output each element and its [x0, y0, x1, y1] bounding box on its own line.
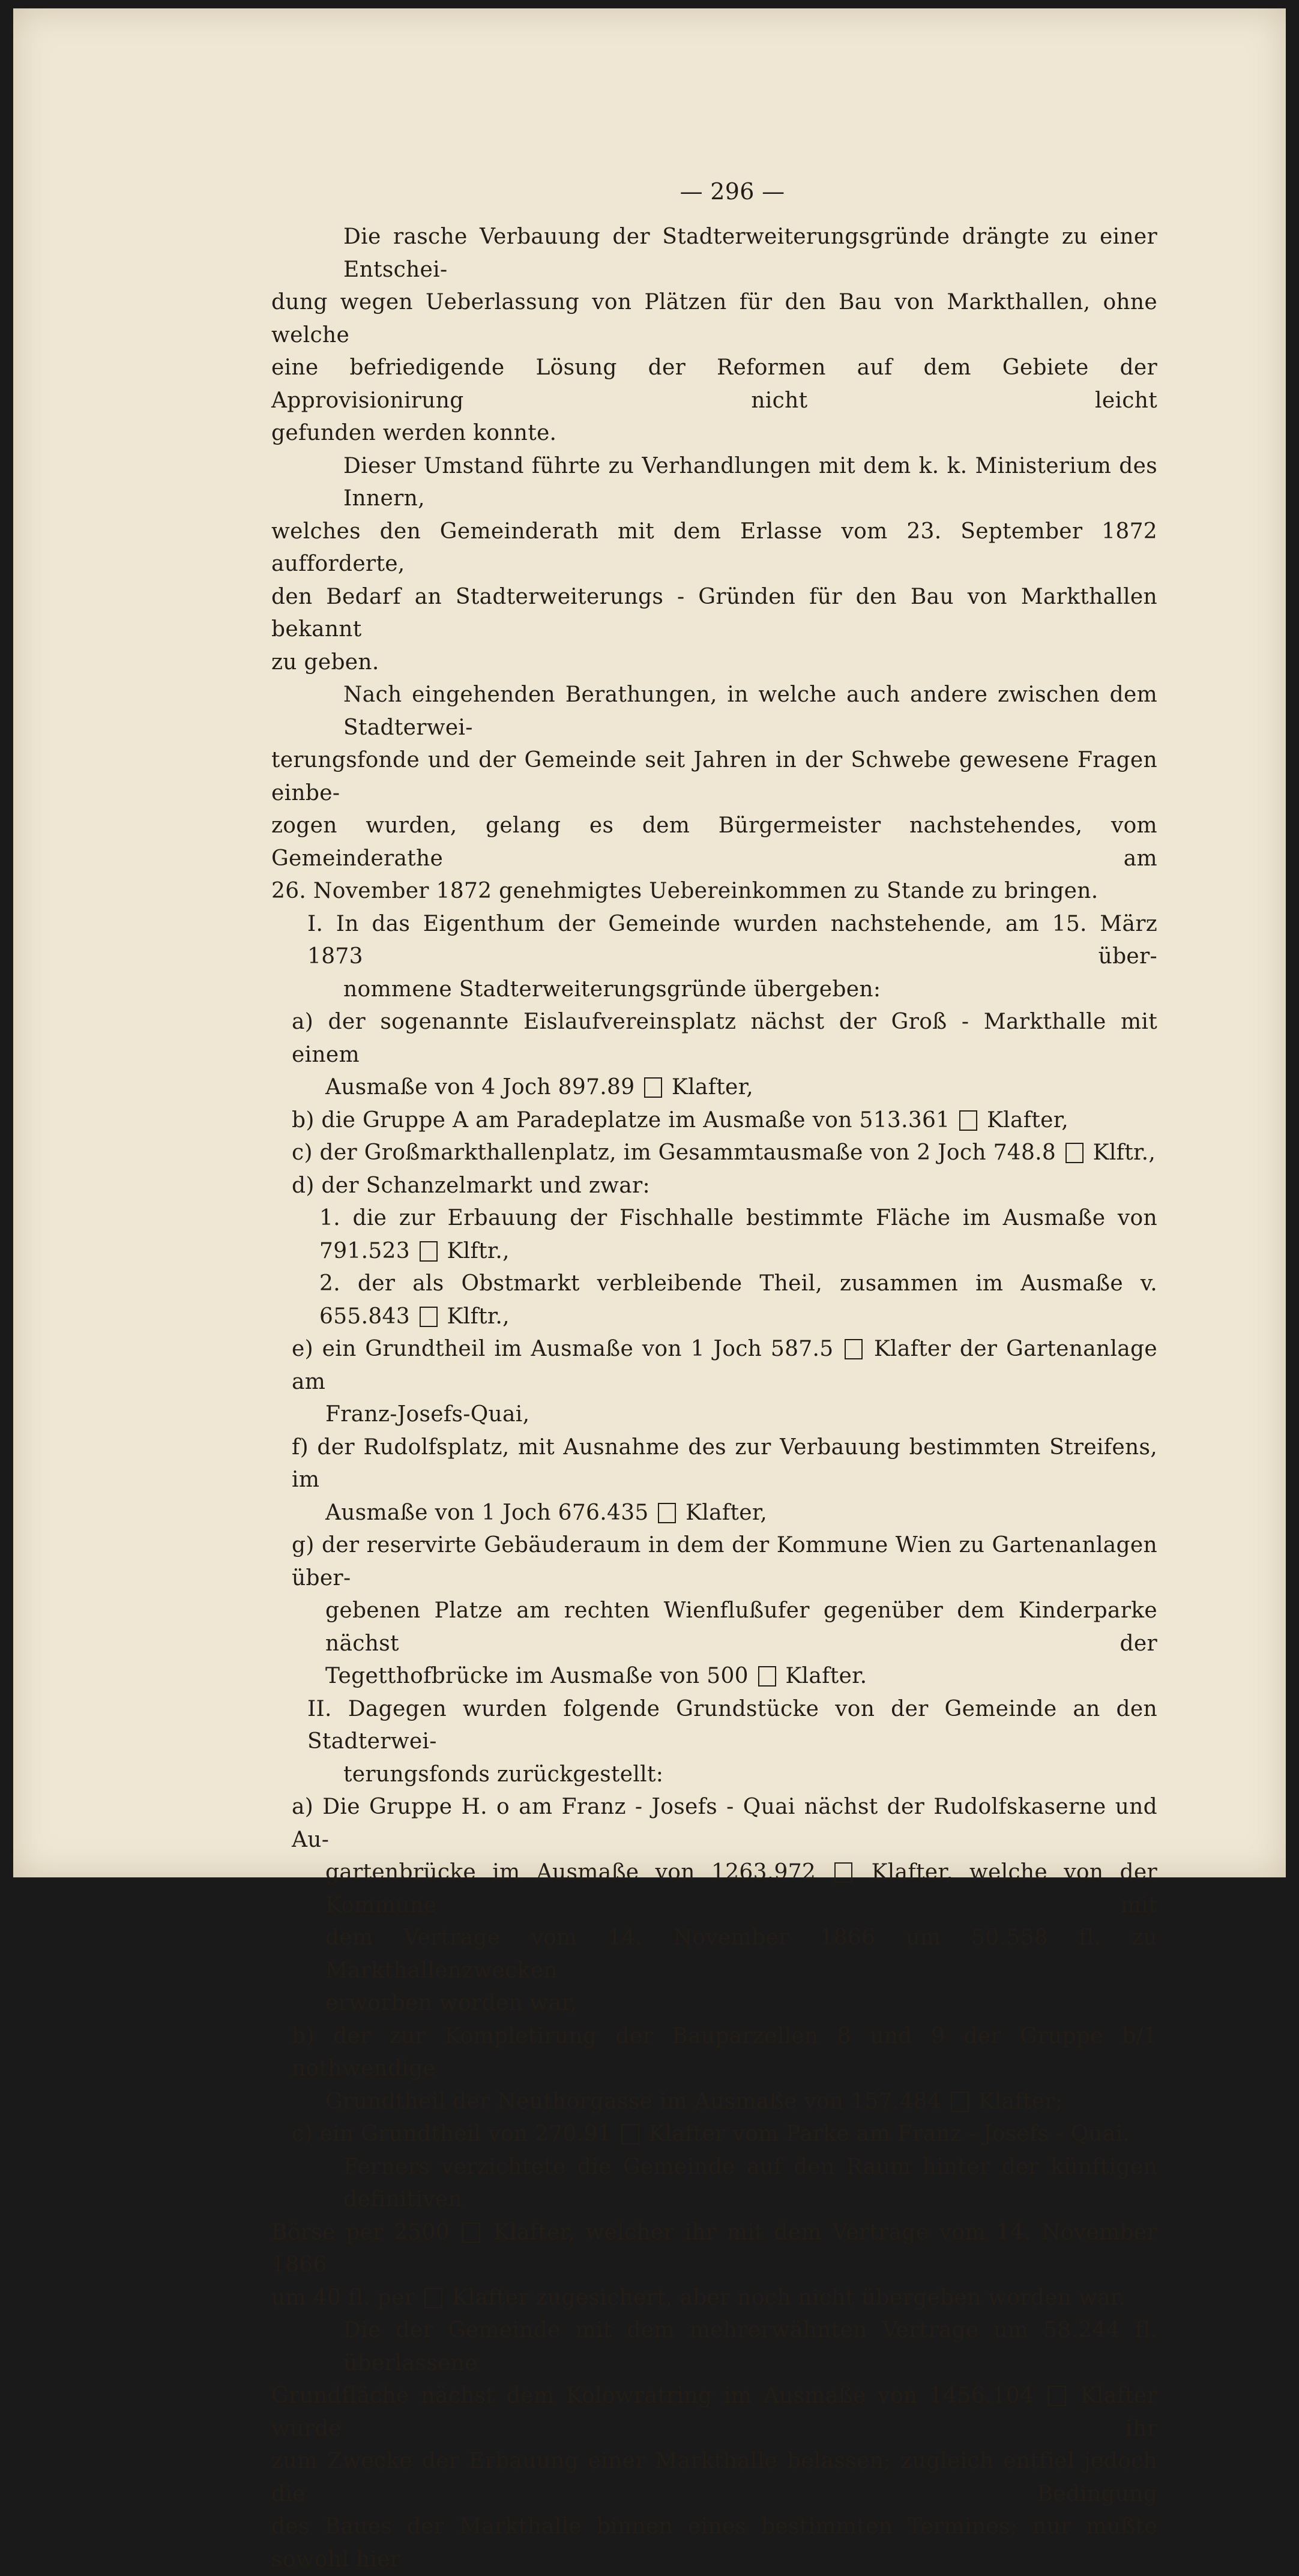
- text-block: [271, 908, 1157, 1007]
- text-line: Grundfläche nächst dem Kolowratring im Ausmaße von 1456.104 Klafter wurde ihr: [271, 2383, 1157, 2441]
- text-line: nommene Stadterweiterungsgründe übergeben:: [343, 977, 881, 1002]
- text-block: [271, 1006, 1157, 1104]
- text-line: terungsfonds zurückgestellt:: [343, 1762, 664, 1787]
- text-block: [271, 1202, 1157, 1268]
- text-line: Tegetthofbrücke im Ausmaße von 500 Klafter.: [325, 1664, 867, 1688]
- text-line: gefunden werden konnte.: [271, 421, 557, 445]
- square-sign-icon: [1065, 1143, 1084, 1163]
- square-sign-icon: [834, 1862, 852, 1883]
- text-block: [271, 2151, 1157, 2315]
- text-line: eine befriedigende Lösung der Reformen auf dem Gebiete der Approvisionirung nicht leicht: [271, 355, 1157, 413]
- text-block: [271, 2020, 1157, 2119]
- text-line: Börse per 2500 Klafter, welcher ihr mit dem Vertrage vom 14. November 1866: [271, 2219, 1157, 2277]
- text-line: Die der Gemeinde mit dem mehrerwähnten Vertrage um 58.244 fl. überlassene: [343, 2318, 1157, 2376]
- text-line: 26. November 1872 genehmigtes Uebereinkommen zu Stande zu bringen.: [271, 879, 1099, 903]
- text-block: [271, 221, 1157, 450]
- text-line: dem Vertrage vom 14. November 1866 um 50.558 fl. zu Markthallenzwecken: [325, 1925, 1157, 1983]
- text-line: zogen wurden, gelang es dem Bürgermeister nachstehendes, vom Gemeinderathe am: [271, 813, 1157, 871]
- square-sign-icon: [1048, 2386, 1066, 2406]
- text-line: I. In das Eigenthum der Gemeinde wurden nachstehende, am 15. März 1873 über-: [307, 911, 1157, 969]
- text-line: f) der Rudolfsplatz, mit Ausnahme des zur Verbauung bestimmten Streifens, im: [292, 1434, 1157, 1492]
- text-line: Nach eingehenden Berathungen, in welche auch andere zwischen dem Stadterwei-: [343, 682, 1157, 740]
- text-line: e) ein Grundtheil im Ausmaße von 1 Joch 587.5 Klafter der Gartenanlage am: [292, 1337, 1157, 1394]
- square-sign-icon: [845, 1339, 863, 1359]
- text-line: gebenen Platze am rechten Wienflußufer gegenüber dem Kinderparke nächst der: [325, 1598, 1157, 1656]
- text-line: Grundtheil der Neuthorgasse im Ausmaße von 157.484 Klafter;: [325, 2089, 1063, 2114]
- text-block: [271, 1137, 1157, 1170]
- text-block: [271, 1529, 1157, 1693]
- page-body: [271, 176, 1157, 2576]
- text-line: welches den Gemeinderath mit dem Erlasse vom 23. September 1872 aufforderte,: [271, 519, 1157, 576]
- text-line: des Baues der Markthalle binnen eines bestimmten Termines; nur mußte sowohl hier: [271, 2514, 1157, 2572]
- text-line: II. Dagegen wurden folgende Grundstücke von der Gemeinde an den Stadterwei-: [307, 1696, 1157, 1754]
- square-sign-icon: [658, 1503, 676, 1523]
- text-line: Ausmaße von 4 Joch 897.89 Klafter,: [325, 1075, 753, 1100]
- square-sign-icon: [758, 1666, 776, 1687]
- square-sign-icon: [621, 2124, 639, 2144]
- square-sign-icon: [959, 1110, 977, 1131]
- text-line: a) Die Gruppe H. o am Franz - Josefs - Quai nächst der Rudolfskaserne und Au-: [292, 1795, 1157, 1852]
- text-line: Die rasche Verbauung der Stadterweiterungsgründe drängte zu einer Entschei-: [343, 224, 1157, 282]
- text-line: c) der Großmarkthallenplatz, im Gesammtausmaße von 2 Joch 748.8 Klftr.,: [292, 1140, 1156, 1165]
- text-line: zum Zwecke der Erbauung einer Markthalle belassen; zugleich entfiel jedoch die Bedingung: [271, 2449, 1157, 2506]
- text-line: a) der sogenannte Eislaufvereinsplatz nächst der Groß - Markthalle mit einem: [292, 1010, 1157, 1067]
- text-line: Dieser Umstand führte zu Verhandlungen mit dem k. k. Ministerium des Innern,: [343, 453, 1157, 511]
- text-block: [271, 1333, 1157, 1431]
- text-line: Franz-Josefs-Quai,: [325, 1402, 530, 1427]
- square-sign-icon: [424, 2288, 442, 2308]
- square-sign-icon: [951, 2092, 969, 2112]
- text-block: [271, 450, 1157, 679]
- text-block: [271, 1170, 1157, 1203]
- text-line: um 40 fl. per Klafter zugesichert, aber noch nicht übergeben worden war.: [271, 2285, 1126, 2310]
- square-sign-icon: [420, 1307, 438, 1327]
- text-line: b) der zur Kompletirung der Bauparzellen 8 und 9 der Gruppe b/1 nothwendige: [292, 2023, 1157, 2081]
- text-line: g) der reservirte Gebäuderaum in dem der Kommune Wien zu Gartenanlagen über-: [292, 1533, 1157, 1590]
- text-line: den Bedarf an Stadterweiterungs - Gründen für den Bau von Markthallen bekannt: [271, 584, 1157, 642]
- text-line: 2. der als Obstmarkt verbleibende Theil, zusammen im Ausmaße v. 655.843 Klftr.,: [319, 1271, 1157, 1329]
- page-number: — 296 —: [680, 178, 785, 205]
- text-block: [271, 2314, 1157, 2576]
- text-block: [271, 679, 1157, 908]
- text-line: Ferners verzichtete die Gemeinde auf den Raum hinter der künftigen definitiven: [343, 2154, 1157, 2212]
- text-line: 1. die zur Erbauung der Fischhalle bestimmte Fläche im Ausmaße von 791.523 Klftr.,: [319, 1206, 1157, 1263]
- body-text: [271, 221, 1157, 2576]
- text-line: b) die Gruppe A am Paradeplatze im Ausmaße von 513.361 Klafter,: [292, 1107, 1069, 1133]
- text-line: erworben worden war,: [325, 1991, 577, 2015]
- text-line: terungsfonde und der Gemeinde seit Jahren in der Schwebe gewesene Fragen einbe-: [271, 748, 1157, 805]
- square-sign-icon: [644, 1077, 662, 1098]
- square-sign-icon: [462, 2222, 480, 2243]
- text-block: [271, 1693, 1157, 1792]
- text-line: c) ein Grundtheil von 270.91 Klafter vom Parke am Franz - Josefs - Quai.: [292, 2122, 1130, 2146]
- text-block: [271, 1268, 1157, 1333]
- square-sign-icon: [420, 1241, 438, 1262]
- text-line: gartenbrücke im Ausmaße von 1263.972 Klafter, welche von der Kommune mit: [325, 1860, 1157, 1918]
- text-line: zu geben.: [271, 649, 379, 675]
- text-block: [271, 1791, 1157, 2020]
- text-line: Ausmaße von 1 Joch 676.435 Klafter,: [325, 1500, 768, 1525]
- text-block: [271, 1104, 1157, 1137]
- text-block: [271, 2118, 1157, 2151]
- text-line: dung wegen Ueberlassung von Plätzen für den Bau von Markthallen, ohne welche: [271, 290, 1157, 348]
- text-block: [271, 1431, 1157, 1530]
- scanned-page: [13, 8, 1286, 2572]
- text-line: d) der Schanzelmarkt und zwar:: [292, 1173, 650, 1198]
